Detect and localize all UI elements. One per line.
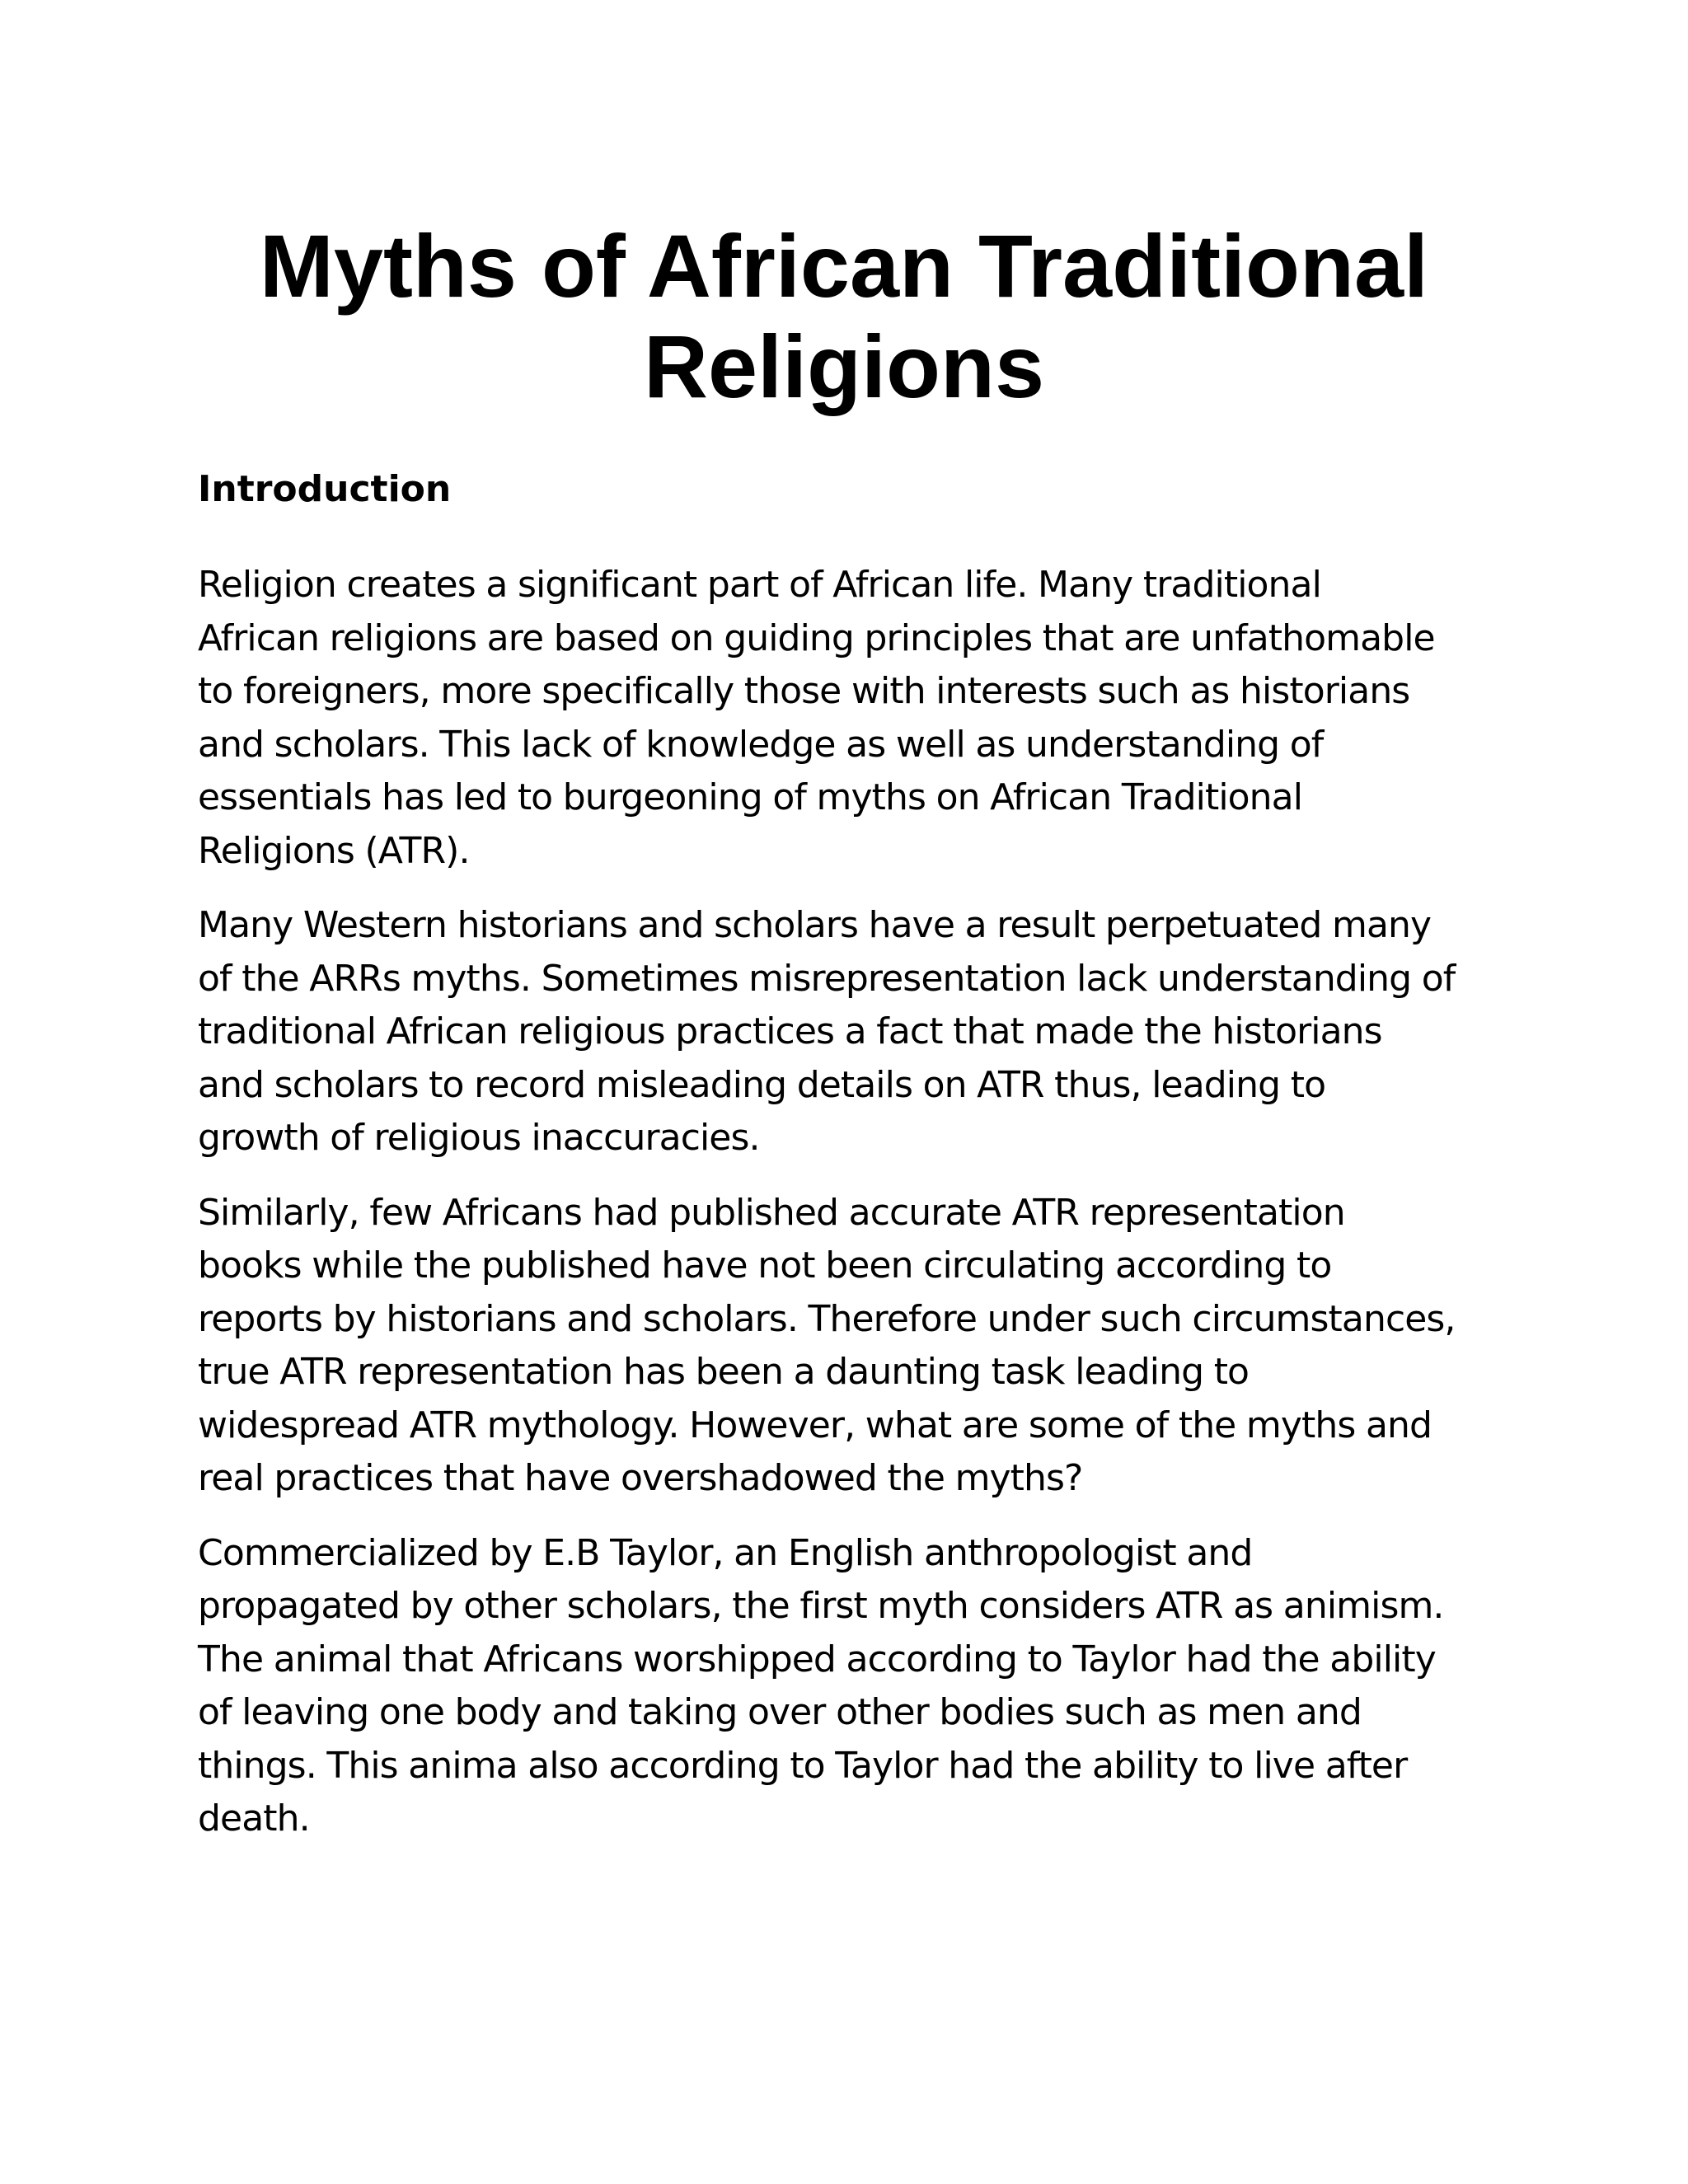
paragraph-line: reports by historians and scholars. Therefore under such circumstances, [198,1297,1456,1340]
paragraph-line: Religions (ATR). [198,829,470,872]
paragraph-line: propagated by other scholars, the first myth considers ATR as animism. [198,1585,1444,1627]
page-title [0,216,1688,417]
paragraph-line: things. This anima also according to Taylor had the ability to live after [198,1744,1408,1787]
paragraph-line: Similarly, few Africans had published accurate ATR representation [198,1191,1345,1234]
section-heading-introduction: Introduction [198,468,452,510]
paragraph-3 [198,1187,1500,1506]
paragraph-4 [198,1527,1500,1846]
paragraph-line: real practices that have overshadowed the myths? [198,1457,1083,1499]
paragraph-line: and scholars. This lack of knowledge as well as understanding of [198,723,1324,766]
paragraph-line: true ATR representation has been a daunting task leading to [198,1351,1250,1393]
paragraph-line: essentials has led to burgeoning of myths on African Traditional [198,776,1303,818]
paragraph-line: growth of religious inaccuracies. [198,1117,760,1159]
paragraph-line: of the ARRs myths. Sometimes misrepresentation lack understanding of [198,957,1456,1000]
paragraph-line: of leaving one body and taking over other bodies such as men and [198,1691,1362,1733]
paragraph-line: Religion creates a significant part of African life. Many traditional [198,564,1321,606]
document-body [198,463,1500,1868]
paragraph-line: traditional African religious practices a fact that made the historians [198,1010,1382,1052]
paragraph-line: books while the published have not been circulating according to [198,1244,1332,1286]
paragraph-line: Many Western historians and scholars have a result perpetuated many [198,904,1432,946]
paragraph-line: to foreigners, more specifically those with interests such as historians [198,670,1410,712]
paragraph-2 [198,899,1500,1165]
paragraph-line: death. [198,1797,310,1840]
paragraph-line: Commercialized by E.B Taylor, an English anthropologist and [198,1531,1253,1574]
paragraph-line: African religions are based on guiding principles that are unfathomable [198,616,1435,659]
paragraph-line: widespread ATR mythology. However, what are some of the myths and [198,1404,1432,1446]
title-line-1: Myths of African Traditional [259,216,1429,316]
paragraph-1 [198,559,1500,878]
title-line-2: Religions [643,316,1045,416]
paragraph-line: The animal that Africans worshipped according to Taylor had the ability [198,1638,1436,1680]
paragraph-line: and scholars to record misleading details on ATR thus, leading to [198,1063,1326,1106]
